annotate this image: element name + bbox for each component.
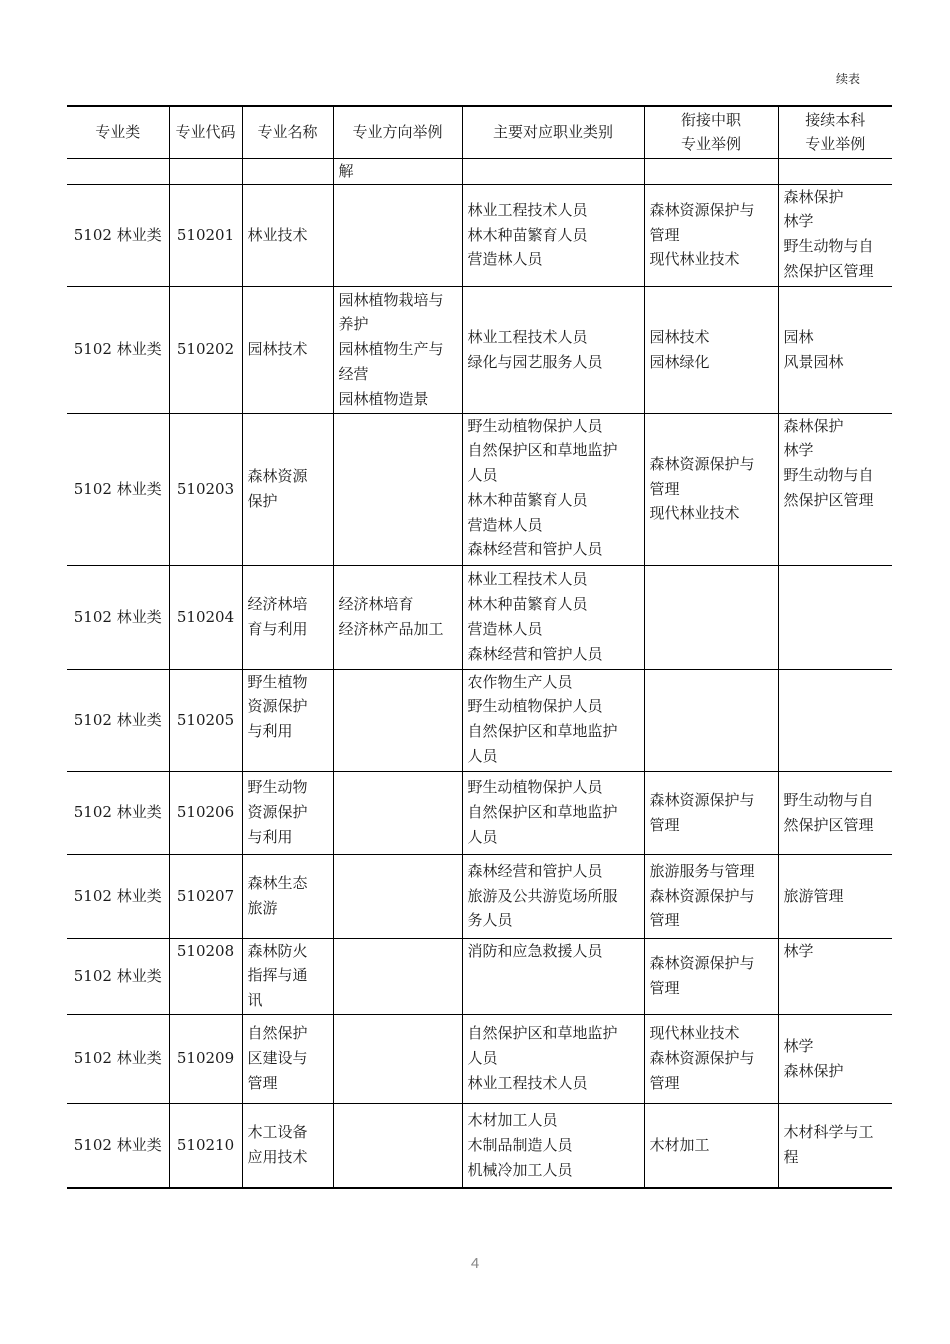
code-cell: 510203 <box>169 413 242 565</box>
occupations-cell <box>462 854 644 938</box>
secondary-line: 旅游服务与管理 <box>649 861 755 880</box>
secondary-cell <box>644 184 778 286</box>
occupations-line: 人员 <box>467 746 498 765</box>
table-row <box>67 938 892 1014</box>
header-bachelor <box>778 106 892 158</box>
directions-cell <box>333 669 462 771</box>
major-name-line: 木工设备 <box>247 1123 308 1142</box>
major-name-line: 野生动物 <box>247 778 308 797</box>
header-occupations: 主要对应职业类别 <box>462 106 644 158</box>
major-name-line: 园林技术 <box>247 340 308 359</box>
occupations-line: 木材加工人员 <box>467 1111 558 1130</box>
major-name-cell <box>242 1103 333 1188</box>
major-name-cell <box>242 1014 333 1103</box>
bachelor-line: 野生动物与自 <box>783 237 874 256</box>
major-name-line: 与利用 <box>247 722 293 741</box>
major-name-cell <box>242 413 333 565</box>
table-row <box>67 1103 892 1188</box>
occupations-cell <box>462 286 644 413</box>
major-name-line: 与利用 <box>247 827 293 846</box>
major-name-line: 区建设与 <box>247 1049 308 1068</box>
major-name-line: 指挥与通 <box>247 966 308 985</box>
major-name-cell <box>242 565 333 669</box>
directions-cell <box>333 1103 462 1188</box>
directions-line: 园林植物栽培与 <box>338 290 444 309</box>
occupations-line: 农作物生产人员 <box>467 672 573 691</box>
code-cell: 510210 <box>169 1103 242 1188</box>
header-directions: 专业方向举例 <box>333 106 462 158</box>
bachelor-line: 森林保护 <box>783 416 844 435</box>
directions-cell <box>333 158 462 184</box>
bachelor-line: 程 <box>783 1148 799 1167</box>
bachelor-line: 然保护区管理 <box>783 490 874 509</box>
major-name-cell <box>242 669 333 771</box>
occupations-line: 野生动植物保护人员 <box>467 697 603 716</box>
table-row <box>67 854 892 938</box>
occupations-line: 营造林人员 <box>467 515 543 534</box>
bachelor-cell <box>778 413 892 565</box>
bachelor-line: 林学 <box>783 1036 814 1055</box>
secondary-line: 木材加工 <box>649 1135 710 1154</box>
bachelor-cell <box>778 158 892 184</box>
directions-line: 经济林培育 <box>338 595 414 614</box>
secondary-cell <box>644 413 778 565</box>
secondary-line: 现代林业技术 <box>649 1024 740 1043</box>
secondary-line: 管理 <box>649 911 680 930</box>
major-name-line: 讯 <box>247 991 263 1010</box>
secondary-line: 森林资源保护与 <box>649 200 755 219</box>
directions-line: 园林植物生产与 <box>338 340 444 359</box>
header-bachelor-line2: 专业举例 <box>805 135 866 154</box>
major-name-line: 保护 <box>247 492 278 510</box>
major-name-line: 管理 <box>247 1073 278 1092</box>
occupations-line: 林业工程技术人员 <box>467 327 588 346</box>
occupations-line: 自然保护区和草地监护 <box>467 441 618 460</box>
occupations-line: 林业工程技术人员 <box>467 1073 588 1092</box>
code-cell <box>169 158 242 184</box>
bachelor-line: 森林保护 <box>783 1061 844 1080</box>
major-name-line: 经济林培 <box>247 595 308 614</box>
major-name-line: 应用技术 <box>247 1148 308 1167</box>
occupations-cell <box>462 565 644 669</box>
code-cell: 510202 <box>169 286 242 413</box>
bachelor-line: 林学 <box>783 212 814 231</box>
bachelor-cell <box>778 771 892 854</box>
secondary-cell <box>644 158 778 184</box>
major-name-cell <box>242 286 333 413</box>
directions-line: 养护 <box>338 315 369 334</box>
secondary-line: 现代林业技术 <box>649 250 740 269</box>
table-row <box>67 413 892 565</box>
occupations-line: 人员 <box>467 466 498 485</box>
category-cell: 5102 林业类 <box>67 854 169 938</box>
code-cell: 510209 <box>169 1014 242 1103</box>
majors-table <box>67 105 892 1189</box>
bachelor-line: 野生动物与自 <box>783 466 874 485</box>
occupations-cell <box>462 669 644 771</box>
occupations-line: 旅游及公共游览场所服 <box>467 886 618 905</box>
category-cell: 5102 林业类 <box>67 1014 169 1103</box>
table-body <box>67 158 892 1188</box>
secondary-line: 森林资源保护与 <box>649 454 755 473</box>
occupations-line: 森林经营和管护人员 <box>467 540 603 559</box>
major-name-line: 资源保护 <box>247 803 308 822</box>
secondary-cell <box>644 854 778 938</box>
secondary-line: 管理 <box>649 479 680 498</box>
occupations-cell <box>462 1103 644 1188</box>
table-row <box>67 158 892 184</box>
occupations-line: 野生动植物保护人员 <box>467 778 603 797</box>
secondary-line: 现代林业技术 <box>649 504 740 523</box>
directions-line: 园林植物造景 <box>338 389 429 408</box>
directions-cell <box>333 565 462 669</box>
occupations-cell <box>462 938 644 1014</box>
secondary-line: 森林资源保护与 <box>649 954 755 973</box>
major-name-cell <box>242 854 333 938</box>
occupations-line: 林业工程技术人员 <box>467 570 588 589</box>
occupations-line: 人员 <box>467 1049 498 1068</box>
code-cell: 510204 <box>169 565 242 669</box>
occupations-line: 自然保护区和草地监护 <box>467 803 618 822</box>
bachelor-line: 旅游管理 <box>783 886 844 905</box>
major-name-line: 资源保护 <box>247 697 308 716</box>
occupations-cell <box>462 771 644 854</box>
secondary-cell <box>644 1103 778 1188</box>
bachelor-line: 林学 <box>783 941 814 960</box>
bachelor-cell <box>778 1103 892 1188</box>
bachelor-cell <box>778 286 892 413</box>
major-name-line: 森林防火 <box>247 941 308 960</box>
code-cell: 510207 <box>169 854 242 938</box>
secondary-line: 管理 <box>649 225 680 244</box>
code-cell: 510206 <box>169 771 242 854</box>
secondary-cell <box>644 669 778 771</box>
major-name-line: 育与利用 <box>247 620 308 638</box>
occupations-line: 人员 <box>467 827 498 846</box>
bachelor-line: 野生动物与自 <box>783 790 874 809</box>
occupations-line: 营造林人员 <box>467 250 543 269</box>
bachelor-line: 风景园林 <box>783 352 844 371</box>
bachelor-cell <box>778 1014 892 1103</box>
directions-cell <box>333 184 462 286</box>
occupations-cell <box>462 184 644 286</box>
secondary-line: 森林资源保护与 <box>649 790 755 809</box>
secondary-cell <box>644 565 778 669</box>
secondary-cell <box>644 1014 778 1103</box>
major-name-cell <box>242 938 333 1014</box>
bachelor-cell <box>778 854 892 938</box>
secondary-line: 森林资源保护与 <box>649 886 755 905</box>
continued-label: 续表 <box>836 72 861 86</box>
table-row <box>67 669 892 771</box>
secondary-cell <box>644 938 778 1014</box>
header-secondary-line1: 衔接中职 <box>680 111 741 130</box>
occupations-line: 绿化与园艺服务人员 <box>467 352 603 371</box>
bachelor-cell <box>778 938 892 1014</box>
major-name-line: 自然保护 <box>247 1024 308 1043</box>
occupations-line: 务人员 <box>467 911 513 930</box>
table-row <box>67 771 892 854</box>
bachelor-line: 木材科学与工 <box>783 1123 874 1142</box>
secondary-line: 园林技术 <box>649 327 710 346</box>
major-name-line: 森林生态 <box>247 874 308 893</box>
directions-line: 经济林产品加工 <box>338 620 444 638</box>
occupations-line: 机械冷加工人员 <box>467 1160 573 1179</box>
occupations-cell <box>462 413 644 565</box>
code-cell: 510205 <box>169 669 242 771</box>
secondary-line: 森林资源保护与 <box>649 1049 755 1068</box>
occupations-line: 营造林人员 <box>467 620 543 638</box>
directions-line: 解 <box>338 161 354 180</box>
category-cell <box>67 158 169 184</box>
directions-cell <box>333 413 462 565</box>
table-row <box>67 286 892 413</box>
directions-cell <box>333 1014 462 1103</box>
table-row <box>67 1014 892 1103</box>
secondary-cell <box>644 771 778 854</box>
directions-cell <box>333 854 462 938</box>
category-cell: 5102 林业类 <box>67 938 169 1014</box>
category-cell: 5102 林业类 <box>67 669 169 771</box>
occupations-line: 林木种苗繁育人员 <box>467 225 588 244</box>
header-secondary-line2: 专业举例 <box>680 135 741 154</box>
bachelor-line: 然保护区管理 <box>783 261 874 280</box>
header-bachelor-line1: 接续本科 <box>805 111 866 130</box>
code-cell: 510208 <box>169 938 242 1014</box>
bachelor-cell <box>778 669 892 771</box>
major-name-line: 林业技术 <box>247 225 308 244</box>
bachelor-cell <box>778 184 892 286</box>
occupations-line: 林业工程技术人员 <box>467 200 588 219</box>
table-header-row <box>67 106 892 158</box>
category-cell: 5102 林业类 <box>67 565 169 669</box>
occupations-line: 木制品制造人员 <box>467 1135 573 1154</box>
category-cell: 5102 林业类 <box>67 184 169 286</box>
header-category: 专业类 <box>67 106 169 158</box>
occupations-line: 林木种苗繁育人员 <box>467 595 588 614</box>
bachelor-cell <box>778 565 892 669</box>
secondary-cell <box>644 286 778 413</box>
secondary-line: 管理 <box>649 979 680 997</box>
occupations-line: 林木种苗繁育人员 <box>467 490 588 509</box>
header-name: 专业名称 <box>242 106 333 158</box>
major-name-cell <box>242 184 333 286</box>
directions-cell <box>333 938 462 1014</box>
major-name-line: 野生植物 <box>247 672 308 691</box>
category-cell: 5102 林业类 <box>67 1103 169 1188</box>
code-cell: 510201 <box>169 184 242 286</box>
category-cell: 5102 林业类 <box>67 413 169 565</box>
directions-line: 经营 <box>338 364 369 383</box>
header-secondary <box>644 106 778 158</box>
bachelor-line: 然保护区管理 <box>783 815 874 834</box>
header-code: 专业代码 <box>169 106 242 158</box>
category-cell: 5102 林业类 <box>67 771 169 854</box>
occupations-line: 森林经营和管护人员 <box>467 644 603 663</box>
directions-cell <box>333 771 462 854</box>
major-name-cell <box>242 158 333 184</box>
occupations-line: 自然保护区和草地监护 <box>467 722 618 741</box>
bachelor-line: 园林 <box>783 327 814 346</box>
table-row <box>67 184 892 286</box>
major-name-line: 旅游 <box>247 899 278 917</box>
bachelor-line: 森林保护 <box>783 187 844 206</box>
major-name-line: 森林资源 <box>247 467 308 486</box>
occupations-line: 森林经营和管护人员 <box>467 861 603 880</box>
major-name-cell <box>242 771 333 854</box>
secondary-line: 园林绿化 <box>649 352 710 371</box>
occupations-cell <box>462 1014 644 1103</box>
page-number: 4 <box>470 1255 480 1272</box>
occupations-line: 野生动植物保护人员 <box>467 416 603 435</box>
occupations-line: 自然保护区和草地监护 <box>467 1024 618 1043</box>
occupations-line: 消防和应急救援人员 <box>467 941 603 960</box>
secondary-line: 管理 <box>649 1073 680 1092</box>
occupations-cell <box>462 158 644 184</box>
directions-cell <box>333 286 462 413</box>
secondary-line: 管理 <box>649 815 680 834</box>
bachelor-line: 林学 <box>783 441 814 460</box>
table-row <box>67 565 892 669</box>
category-cell: 5102 林业类 <box>67 286 169 413</box>
